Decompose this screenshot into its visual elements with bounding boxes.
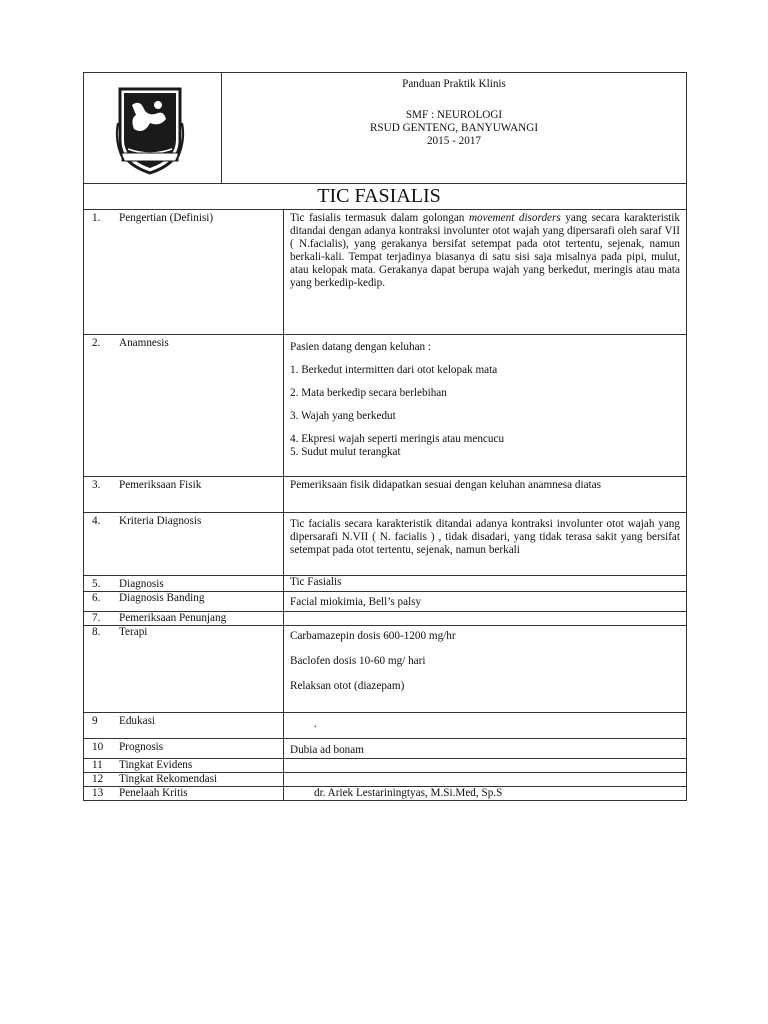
- table-row: [84, 477, 687, 513]
- row-label: 11 Tingkat Evidens: [84, 759, 284, 773]
- row-value: Pemeriksaan fisik didapatkan sesuai dengan keluhan anamnesa diatas: [284, 477, 687, 513]
- table-row: [84, 626, 687, 713]
- table-row: [84, 592, 687, 612]
- table-row: [84, 773, 687, 787]
- table-row: [84, 739, 687, 759]
- row-value: [284, 773, 687, 787]
- row-value: [284, 626, 687, 713]
- row-label: 7. Pemeriksaan Penunjang: [84, 612, 284, 626]
- list-item: 3. Wajah yang berkedut: [290, 410, 396, 422]
- table-row: [84, 335, 687, 477]
- table-row: [84, 787, 687, 801]
- clinical-guideline-sheet: [83, 72, 686, 801]
- list-intro: Pasien datang dengan keluhan :: [290, 341, 432, 353]
- guide-title: Panduan Praktik Klinis: [402, 78, 506, 90]
- row-label: 3. Pemeriksaan Fisik: [84, 477, 284, 513]
- row-label: 8. Terapi: [84, 626, 284, 713]
- header-row: [84, 73, 687, 184]
- table-row: [84, 513, 687, 576]
- hospital-name: RSUD GENTENG, BANYUWANGI: [369, 122, 539, 134]
- row-label: 4. Kriteria Diagnosis: [84, 513, 284, 576]
- row-value: Tic facialis secara karakteristik ditandai adanya kontraksi involunter otot wajah yang dipersarafi N.VII ( N. facialis ) , tidak disadari, yang tidak terasa sakit yang bersifat setempat pada otot tertentu, sejenak, namun berkali: [284, 513, 687, 576]
- row-value: dr. Ariek Lestariningtyas, M.Si.Med, Sp.S: [284, 787, 687, 801]
- period: 2015 - 2017: [426, 135, 482, 147]
- row-value: Tic Fasialis: [284, 576, 687, 592]
- table-row: [84, 759, 687, 773]
- list-item: 4. Ekpresi wajah seperti meringis atau mencucu: [290, 433, 505, 445]
- list-item: 5. Sudut mulut terangkat: [290, 446, 401, 458]
- list-item: Relaksan otot (diazepam): [290, 680, 405, 692]
- row-label: 10 Prognosis: [84, 739, 284, 759]
- row-label: 13 Penelaah Kritis: [84, 787, 284, 801]
- row-value: [284, 612, 687, 626]
- list-item: Baclofen dosis 10-60 mg/ hari: [290, 655, 426, 667]
- row-value: Tic fasialis termasuk dalam golongan movement disorders yang secara karakteristik ditandai dengan adanya kontraksi involunter otot wajah yang dipersarafi oleh saraf VII ( N.facialis), yang gerakanya bersifat setempat pada otot tertentu, sejenak, namun berkali-kali. Tempat terjadinya biasanya di satu sisi saja misalnya pada pipi, mulut, atau kelopak mata. Gerakanya dapat berupa wajah yang berkedut, meringis atau mata yang berkedip-kedip.: [284, 210, 687, 335]
- list-item: Carbamazepin dosis 600-1200 mg/hr: [290, 630, 456, 642]
- row-label: 2. Anamnesis: [84, 335, 284, 477]
- row-label: 12 Tingkat Rekomendasi: [84, 773, 284, 787]
- title-row: [84, 184, 687, 210]
- table-row: [84, 576, 687, 592]
- table-row: [84, 713, 687, 739]
- table-row: [84, 210, 687, 335]
- list-item: 2. Mata berkedip secara berlebihan: [290, 387, 447, 399]
- row-value: .: [284, 713, 687, 739]
- header-text-cell: [222, 73, 687, 184]
- regency-emblem-icon: [114, 83, 186, 175]
- department: SMF : NEUROLOGI: [405, 109, 503, 121]
- row-label: 5. Diagnosis: [84, 576, 284, 592]
- row-value: Facial miokimia, Bell’s palsy: [284, 592, 687, 612]
- row-label: 1. Pengertian (Definisi): [84, 210, 284, 335]
- logo-cell: [84, 73, 222, 184]
- document-title-cell: [84, 184, 687, 210]
- row-value: Dubia ad bonam: [284, 739, 687, 759]
- list-item: 1. Berkedut intermitten dari otot kelopak mata: [290, 364, 498, 376]
- guideline-table: [83, 72, 687, 801]
- table-row: [84, 612, 687, 626]
- row-value: [284, 335, 687, 477]
- document-title: TIC FASIALIS: [317, 185, 441, 207]
- row-value: [284, 759, 687, 773]
- row-label: 6. Diagnosis Banding: [84, 592, 284, 612]
- row-label: 9 Edukasi: [84, 713, 284, 739]
